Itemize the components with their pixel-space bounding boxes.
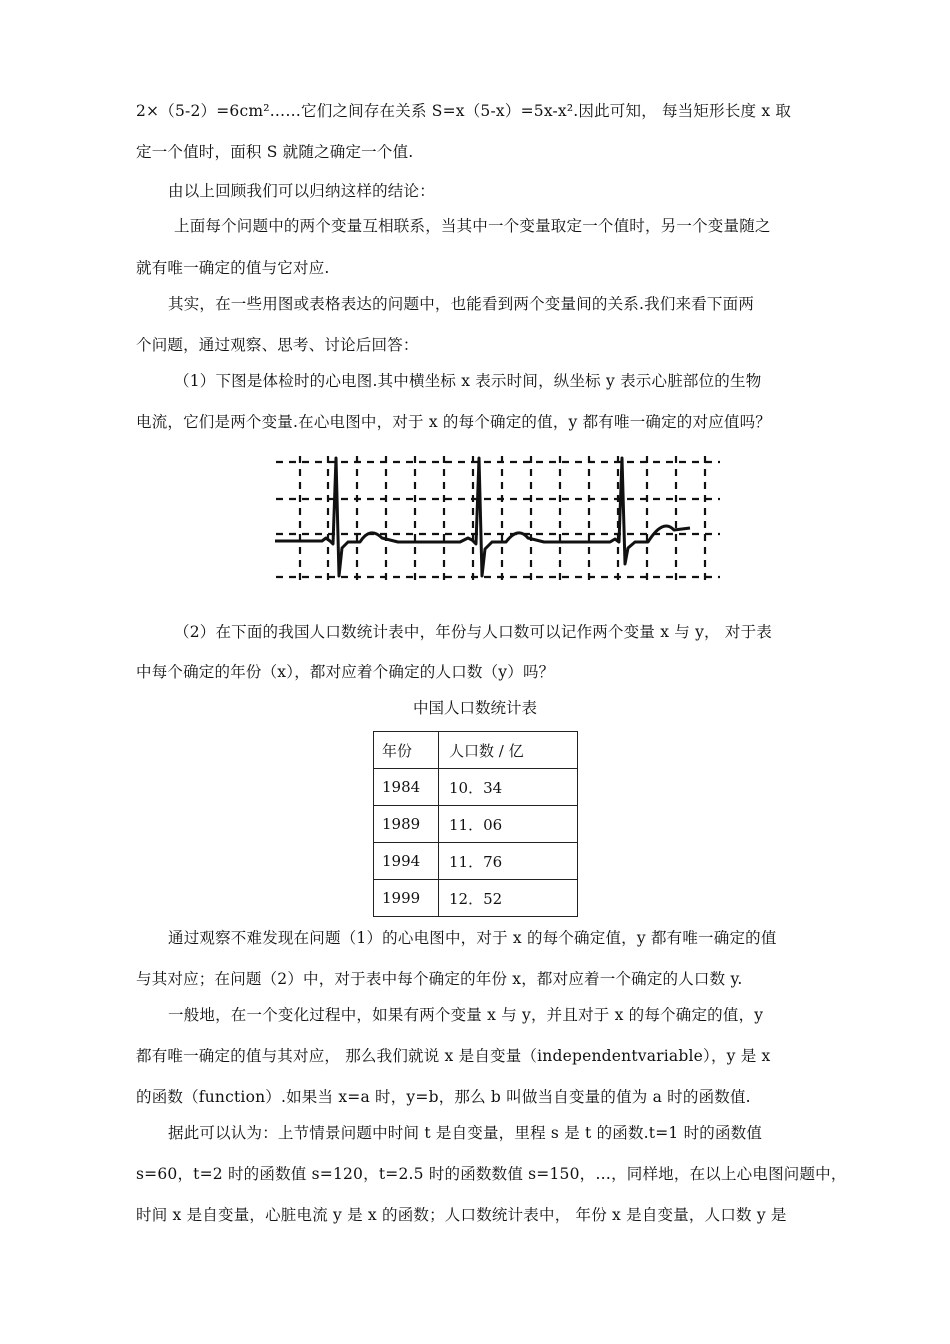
paragraph-line: 都有唯一确定的值与其对应， 那么我们就说 x 是自变量（independentvariable），y 是 x: [136, 1047, 771, 1065]
table-row: [374, 806, 578, 843]
paragraph-line: s=60，t=2 时的函数值 s=120，t=2.5 时的函数数值 s=150，…，同样地，在以上心电图问题中，: [136, 1165, 847, 1183]
paragraph-line: 通过观察不难发现在问题（1）的心电图中，对于 x 的每个确定值，y 都有唯一确定的值: [168, 929, 777, 947]
paragraph-line: （1）下图是体检时的心电图.其中横坐标 x 表示时间，纵坐标 y 表示心脏部位的生物: [174, 372, 762, 390]
paragraph-line: 定一个值时，面积 S 就随之确定一个值.: [136, 143, 414, 161]
paragraph-line: 上面每个问题中的两个变量互相联系，当其中一个变量取定一个值时，另一个变量随之: [174, 217, 771, 235]
paragraph-line: 中每个确定的年份（x），都对应着个确定的人口数（y）吗？: [136, 663, 555, 681]
cell-year: 1989: [374, 806, 439, 843]
table-row: [374, 843, 578, 880]
cell-population: 11．06: [439, 806, 578, 843]
paragraph-line: （2）在下面的我国人口数统计表中，年份与人口数可以记作两个变量 x 与 y， 对于表: [174, 623, 772, 641]
paragraph-line: 由以上回顾我们可以归纳这样的结论：: [168, 182, 435, 200]
table-row: [374, 769, 578, 806]
cell-year: 1999: [374, 880, 439, 917]
paragraph-line: 个问题，通过观察、思考、讨论后回答：: [136, 336, 419, 354]
paragraph-line: 与其对应；在问题（2）中，对于表中每个确定的年份 x，都对应着一个确定的人口数 y.: [136, 970, 743, 988]
paragraph-line: 电流，它们是两个变量.在心电图中，对于 x 的每个确定的值，y 都有唯一确定的对应值吗？: [136, 413, 772, 431]
cell-year: 1984: [374, 769, 439, 806]
table-row: [374, 880, 578, 917]
population-table: [373, 731, 578, 917]
column-header-year: 年份: [374, 732, 439, 769]
paragraph-line: 据此可以认为：上节情景问题中时间 t 是自变量，里程 s 是 t 的函数.t=1 时的函数值: [168, 1124, 763, 1142]
ecg-chart-image: [270, 452, 722, 588]
paragraph-line: 的函数（function）.如果当 x=a 时，y=b，那么 b 叫做当自变量的值为 a 时的函数值.: [136, 1088, 751, 1106]
table-caption: 中国人口数统计表: [412, 699, 537, 717]
paragraph-line: 就有唯一确定的值与它对应.: [136, 259, 330, 277]
table-header-row: [374, 732, 578, 769]
cell-population: 10．34: [439, 769, 578, 806]
cell-year: 1994: [374, 843, 439, 880]
paragraph-line: 一般地，在一个变化过程中，如果有两个变量 x 与 y，并且对于 x 的每个确定的值，y: [168, 1006, 764, 1024]
paragraph-line: 2×（5-2）=6cm²……它们之间存在关系 S=x（5-x）=5x-x².因此可知， 每当矩形长度 x 取: [136, 102, 792, 120]
paragraph-line: 时间 x 是自变量，心脏电流 y 是 x 的函数；人口数统计表中， 年份 x 是自变量，人口数 y 是: [136, 1206, 787, 1224]
column-header-population: 人口数 / 亿: [439, 732, 578, 769]
cell-population: 12．52: [439, 880, 578, 917]
paragraph-line: 其实，在一些用图或表格表达的问题中，也能看到两个变量间的关系.我们来看下面两: [168, 295, 755, 313]
cell-population: 11．76: [439, 843, 578, 880]
